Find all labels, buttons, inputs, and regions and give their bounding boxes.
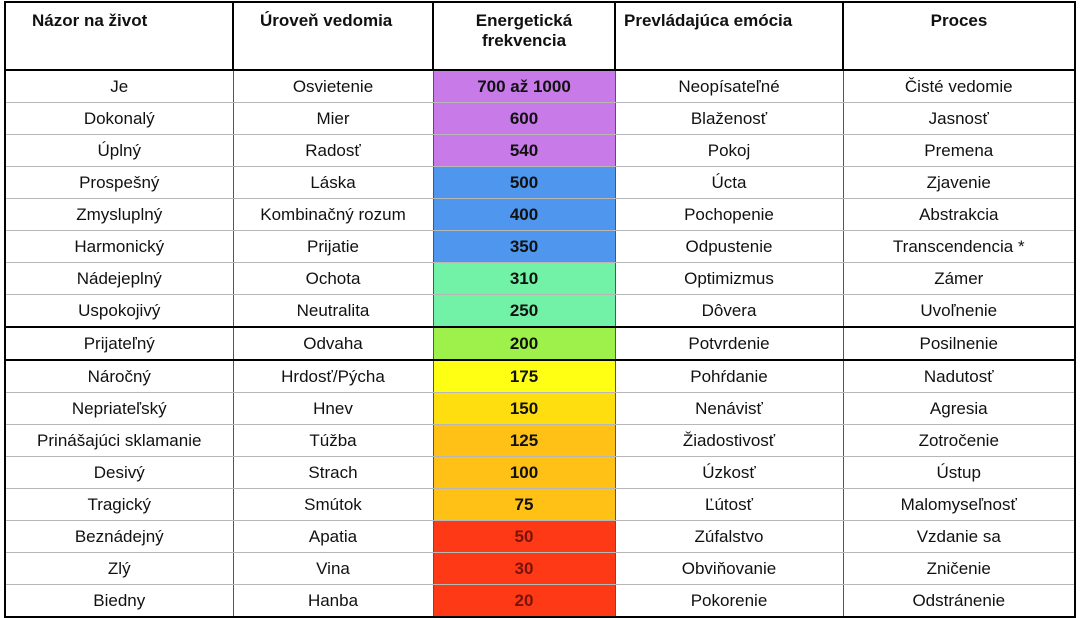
cell-energy: 700 až 1000: [433, 70, 615, 103]
cell-view: Dokonalý: [5, 103, 233, 135]
cell-view: Prijateľný: [5, 327, 233, 360]
cell-energy: 125: [433, 425, 615, 457]
cell-emotion: Úcta: [615, 167, 843, 199]
header-level: Úroveň vedomia: [233, 2, 433, 70]
cell-process: Premena: [843, 135, 1075, 167]
cell-view: Uspokojivý: [5, 295, 233, 328]
table-row: [5, 135, 1075, 167]
cell-process: Posilnenie: [843, 327, 1075, 360]
cell-view: Prospešný: [5, 167, 233, 199]
consciousness-levels-table: [4, 1, 1076, 618]
table-row: [5, 393, 1075, 425]
header-row: [5, 2, 1075, 70]
cell-process: Jasnosť: [843, 103, 1075, 135]
cell-process: Zámer: [843, 263, 1075, 295]
cell-process: Agresia: [843, 393, 1075, 425]
cell-emotion: Ľútosť: [615, 489, 843, 521]
cell-level: Hanba: [233, 585, 433, 618]
cell-view: Tragický: [5, 489, 233, 521]
cell-energy: 500: [433, 167, 615, 199]
cell-energy: 30: [433, 553, 615, 585]
cell-process: Zničenie: [843, 553, 1075, 585]
cell-level: Smútok: [233, 489, 433, 521]
cell-energy: 600: [433, 103, 615, 135]
cell-process: Transcendencia *: [843, 231, 1075, 263]
cell-energy: 150: [433, 393, 615, 425]
header-process: Proces: [843, 2, 1075, 70]
cell-view: Prinášajúci sklamanie: [5, 425, 233, 457]
cell-process: Ústup: [843, 457, 1075, 489]
table-row: [5, 231, 1075, 263]
header-view: Názor na život: [5, 2, 233, 70]
cell-emotion: Pochopenie: [615, 199, 843, 231]
cell-level: Strach: [233, 457, 433, 489]
cell-energy: 310: [433, 263, 615, 295]
cell-view: Nádejeplný: [5, 263, 233, 295]
table-row: [5, 167, 1075, 199]
cell-process: Vzdanie sa: [843, 521, 1075, 553]
table-row: [5, 199, 1075, 231]
cell-level: Ochota: [233, 263, 433, 295]
cell-view: Harmonický: [5, 231, 233, 263]
cell-energy: 350: [433, 231, 615, 263]
cell-process: Zjavenie: [843, 167, 1075, 199]
cell-energy: 50: [433, 521, 615, 553]
cell-energy: 400: [433, 199, 615, 231]
table-row: [5, 553, 1075, 585]
cell-process: Malomyseľnosť: [843, 489, 1075, 521]
cell-emotion: Nenávisť: [615, 393, 843, 425]
cell-emotion: Žiadostivosť: [615, 425, 843, 457]
cell-energy: 540: [433, 135, 615, 167]
cell-emotion: Zúfalstvo: [615, 521, 843, 553]
cell-emotion: Pokoj: [615, 135, 843, 167]
cell-emotion: Neopísateľné: [615, 70, 843, 103]
table-row: [5, 103, 1075, 135]
cell-emotion: Potvrdenie: [615, 327, 843, 360]
cell-process: Čisté vedomie: [843, 70, 1075, 103]
cell-emotion: Blaženosť: [615, 103, 843, 135]
cell-emotion: Obviňovanie: [615, 553, 843, 585]
cell-process: Zotročenie: [843, 425, 1075, 457]
cell-process: Abstrakcia: [843, 199, 1075, 231]
table-row: [5, 585, 1075, 618]
cell-level: Mier: [233, 103, 433, 135]
cell-level: Odvaha: [233, 327, 433, 360]
cell-view: Beznádejný: [5, 521, 233, 553]
table-row: [5, 360, 1075, 393]
cell-view: Nepriateľský: [5, 393, 233, 425]
cell-energy: 20: [433, 585, 615, 618]
cell-level: Kombinačný rozum: [233, 199, 433, 231]
table-row: [5, 489, 1075, 521]
header-energy-line1: Energetická: [475, 11, 573, 30]
cell-level: Hrdosť/Pýcha: [233, 360, 433, 393]
table-row: [5, 295, 1075, 328]
cell-level: Vina: [233, 553, 433, 585]
cell-emotion: Dôvera: [615, 295, 843, 328]
cell-energy: 200: [433, 327, 615, 360]
cell-view: Náročný: [5, 360, 233, 393]
cell-process: Odstránenie: [843, 585, 1075, 618]
table-row: [5, 425, 1075, 457]
table-row: [5, 521, 1075, 553]
table-row: [5, 327, 1075, 360]
cell-process: Uvoľnenie: [843, 295, 1075, 328]
table-row: [5, 457, 1075, 489]
cell-energy: 75: [433, 489, 615, 521]
table-row: [5, 263, 1075, 295]
cell-view: Je: [5, 70, 233, 103]
cell-emotion: Odpustenie: [615, 231, 843, 263]
cell-energy: 175: [433, 360, 615, 393]
header-energy-line2: frekvencia: [481, 31, 567, 50]
cell-process: Nadutosť: [843, 360, 1075, 393]
cell-level: Túžba: [233, 425, 433, 457]
cell-level: Láska: [233, 167, 433, 199]
header-emotion: Prevládajúca emócia: [615, 2, 843, 70]
cell-emotion: Pohŕdanie: [615, 360, 843, 393]
cell-view: Úplný: [5, 135, 233, 167]
cell-level: Apatia: [233, 521, 433, 553]
header-energy: [433, 2, 615, 70]
table-row: [5, 70, 1075, 103]
cell-emotion: Úzkosť: [615, 457, 843, 489]
cell-level: Hnev: [233, 393, 433, 425]
cell-level: Prijatie: [233, 231, 433, 263]
cell-level: Neutralita: [233, 295, 433, 328]
cell-level: Osvietenie: [233, 70, 433, 103]
cell-level: Radosť: [233, 135, 433, 167]
cell-energy: 100: [433, 457, 615, 489]
cell-view: Biedny: [5, 585, 233, 618]
cell-view: Zlý: [5, 553, 233, 585]
cell-view: Zmysluplný: [5, 199, 233, 231]
cell-emotion: Optimizmus: [615, 263, 843, 295]
cell-view: Desivý: [5, 457, 233, 489]
cell-energy: 250: [433, 295, 615, 328]
cell-emotion: Pokorenie: [615, 585, 843, 618]
